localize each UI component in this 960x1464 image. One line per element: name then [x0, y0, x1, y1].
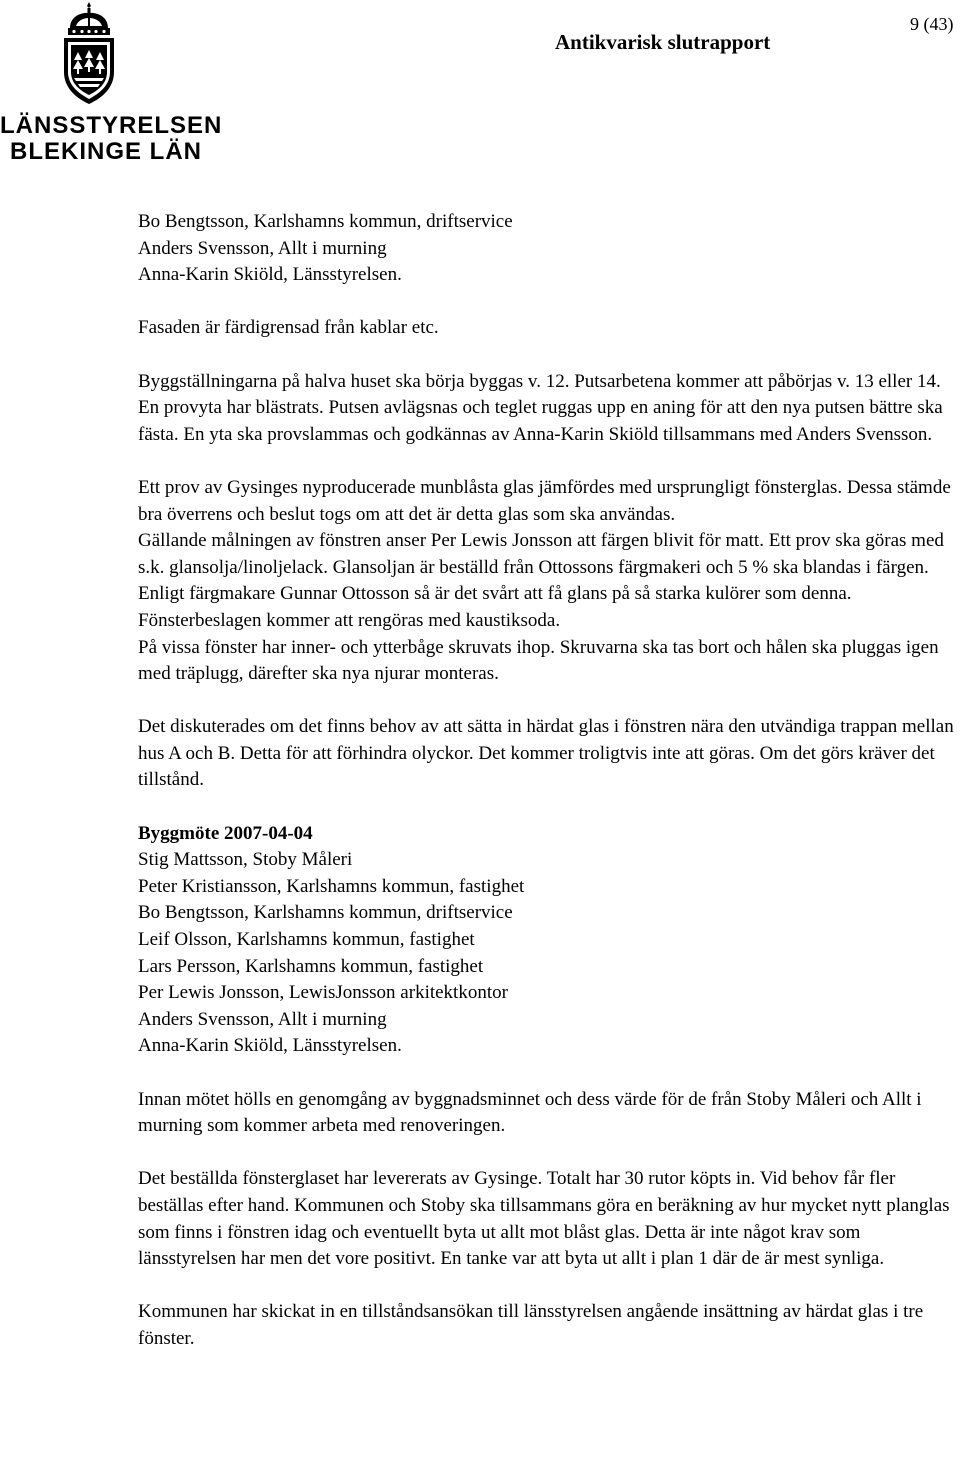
paragraph-ordered-glass: Det beställda fönsterglaset har levererats av Gysinge. Totalt har 30 rutor köpts in. Vid behov får fler beställas efter hand. Kommunen och Stoby ska tillsammans göra en beräkning av hur mycket nytt planglas som finns i fönstren idag och eventuellt byta ut allt mot blåst glas. Detta är inte något krav som länsstyrelsen har men det vore positivt. En tanke var att byta ut allt i plan 1 där de är mest synliga.	[138, 1168, 950, 1270]
attendee-line: Anders Svensson, Allt i murning	[138, 237, 387, 259]
county-logo	[0, 0, 223, 170]
page-number: 9 (43)	[910, 14, 954, 34]
attendee-line: Anders Svensson, Allt i murning	[138, 1008, 387, 1030]
attendee-line: Stig Mattsson, Stoby Måleri	[138, 849, 353, 871]
attendee-line: Bo Bengtsson, Karlshamns kommun, driftservice	[138, 902, 513, 924]
paragraph-glass-sample: Ett prov av Gysinges nyproducerade munblåsta glas jämfördes med ursprungligt fönsterglas. Dessa stämde bra överrens och beslut togs om att det är detta glas som ska användas.	[138, 476, 951, 525]
logo-text-line1: LÄNSSTYRELSEN	[0, 112, 223, 139]
paragraph-window-sashes: På vissa fönster har inner- och ytterbåge skruvats ihop. Skruvarna ska tas bort och hålen ska pluggas igen med träplugg, därefter ska nya njurar monteras.	[138, 636, 939, 685]
crown-coat-of-arms-icon	[60, 0, 118, 110]
document-body	[138, 209, 956, 1353]
paragraph-review: Innan mötet hölls en genomgång av byggnadsminnet och dess värde för de från Stoby Måleri och Allt i murning som kommer arbeta med renoveringen.	[138, 1088, 922, 1137]
attendee-line: Per Lewis Jonsson, LewisJonsson arkitektkontor	[138, 982, 508, 1004]
paragraph-window-paint: Gällande målningen av fönstren anser Per Lewis Jonsson att färgen blivit för matt. Ett prov ska göras med s.k. glansolja/linoljelack. Glansoljan är beställd från Ottossons färgmakeri och 5 % ska blandas i färgen. Enligt färgmakare Gunnar Ottosson så är det svårt att få glans på så starka kulörer som denna.	[138, 530, 944, 605]
attendee-line: Anna-Karin Skiöld, Länsstyrelsen.	[138, 264, 402, 286]
attendee-line: Bo Bengtsson, Karlshamns kommun, driftservice	[138, 211, 513, 232]
logo-text-line2: BLEKINGE LÄN	[10, 138, 202, 165]
attendee-line: Anna-Karin Skiöld, Länsstyrelsen.	[138, 1035, 402, 1057]
report-title: Antikvarisk slutrapport	[555, 30, 771, 54]
paragraph-permit: Kommunen har skickat in en tillståndsansökan till länsstyrelsen angående insättning av härdat glas i tre fönster.	[138, 1301, 924, 1349]
paragraph-hardened-glass: Det diskuterades om det finns behov av att sätta in härdat glas i fönstren nära den utvändiga trappan mellan hus A och B. Detta för att förhindra olyckor. Det kommer troligtvis inte att göras. Om det görs kräver det tillstånd.	[138, 716, 954, 791]
paragraph-window-fittings: Fönsterbeslagen kommer att rengöras med kaustiksoda.	[138, 609, 561, 631]
meeting-heading: Byggmöte 2007-04-04	[138, 822, 313, 844]
attendee-line: Peter Kristiansson, Karlshamns kommun, fastighet	[138, 875, 525, 897]
paragraph-facade: Fasaden är färdigrensad från kablar etc.	[138, 317, 439, 339]
paragraph-scaffolding: Byggställningarna på halva huset ska börja byggas v. 12. Putsarbetena kommer att påbörjas v. 13 eller 14. En provyta har blästrats. Putsen avlägsnas och teglet ruggas upp en aning för att den nya putsen bättre ska fästa. En yta ska provslammas och godkännas av Anna-Karin Skiöld tillsammans med Anders Svensson.	[138, 370, 943, 445]
attendee-line: Leif Olsson, Karlshamns kommun, fastighet	[138, 929, 475, 951]
attendee-line: Lars Persson, Karlshamns kommun, fastighet	[138, 955, 484, 977]
